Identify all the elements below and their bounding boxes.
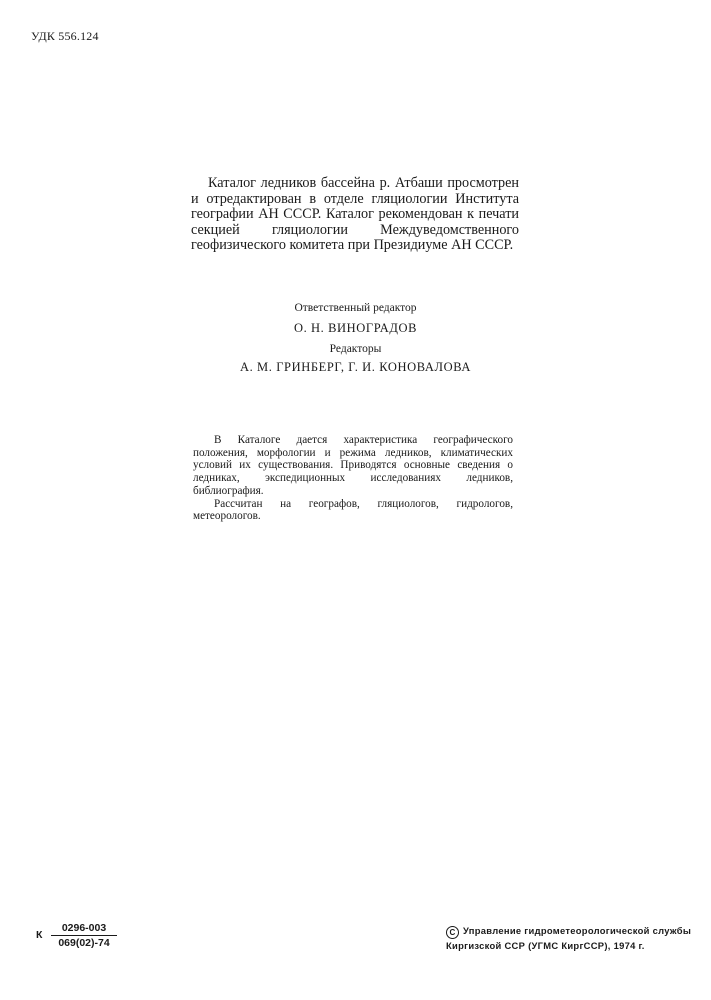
responsible-editor-name: О. Н. ВИНОГРАДОВ bbox=[293, 321, 418, 335]
copyright-line-1 bbox=[446, 924, 696, 939]
editors-names: А. М. ГРИНБЕРГ, Г. И. КОНОВАЛОВА bbox=[239, 360, 472, 374]
copyright-icon: C bbox=[446, 926, 459, 939]
copyright-line-1-text: Управление гидрометеорологической службы bbox=[463, 925, 692, 936]
summary-paragraph-1: В Каталоге дается характеристика географического положения, морфологии и режима ледников, климатических условий их существования. Приводятся основные сведения о ледниках, экспедиционных исследованиях ледников, библиография. bbox=[193, 434, 513, 497]
editors-label: Редакторы bbox=[329, 343, 382, 355]
udk-code: УДК 556.124 bbox=[31, 29, 99, 43]
summary-paragraph-2: Рассчитан на географов, гляциологов, гидрологов, метеорологов. bbox=[193, 497, 513, 523]
index-numerator: 0296-003 bbox=[51, 922, 117, 936]
copyright-notice bbox=[446, 924, 696, 953]
annotation-summary bbox=[193, 434, 513, 523]
copyright-line-2: Киргизской ССР (УГМС КиргССР), 1974 г. bbox=[446, 940, 645, 951]
index-letter: К bbox=[36, 929, 43, 941]
intro-paragraph: Каталог ледников бассейна р. Атбаши просмотрен и отредактирован в отделе гляциологии Института географии АН СССР. Каталог рекомендован к печати секцией гляциологии Междуведомственного геофизического комитета при Президиуме АН СССР. bbox=[191, 175, 519, 254]
index-denominator: 069(02)-74 bbox=[58, 937, 110, 949]
responsible-editor-label: Ответственный редактор bbox=[294, 302, 417, 314]
